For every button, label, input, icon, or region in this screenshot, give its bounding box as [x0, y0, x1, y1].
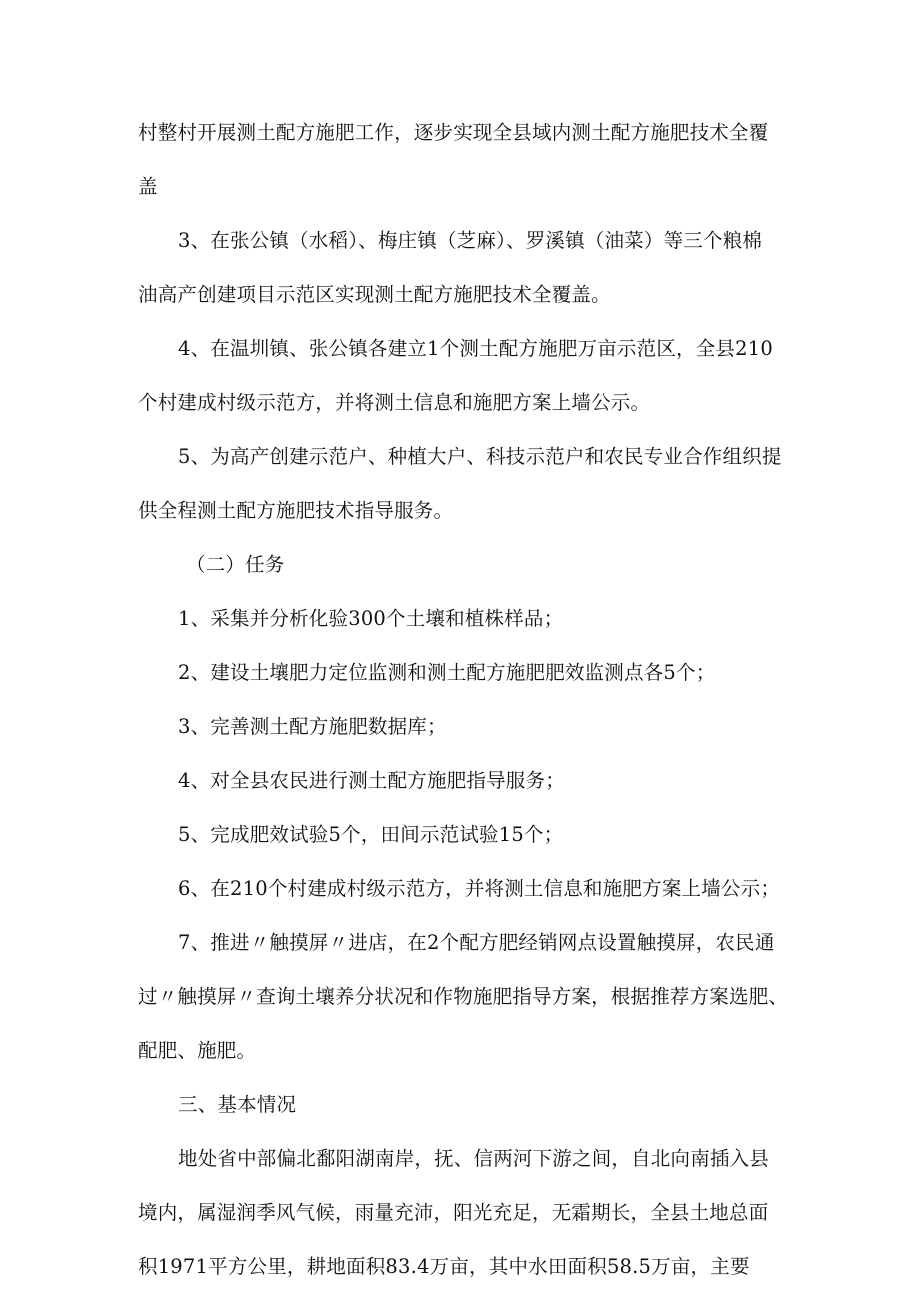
task-item-4: 4、对全县农民进行测土配方施肥指导服务；: [178, 769, 565, 792]
paragraph-line: 配肥、施肥。: [138, 1039, 257, 1062]
list-item-4: 4、在温圳镇、张公镇各建立1个测土配方施肥万亩示范区，全县210: [178, 337, 773, 360]
list-item-3: 3、在张公镇（水稻）、梅庄镇（芝麻）、罗溪镇（油菜）等三个粮棉: [178, 229, 763, 252]
paragraph-line: 境内，属湿润季风气候，雨量充沛，阳光充足，无霜期长，全县土地总面: [138, 1201, 769, 1224]
task-item-2: 2、建设土壤肥力定位监测和测土配方施肥肥效监测点各5个；: [178, 661, 716, 684]
paragraph-line: 地处省中部偏北鄱阳湖南岸，抚、信两河下游之间，自北向南插入县: [178, 1147, 770, 1170]
section-heading-tasks: （二）任务: [186, 553, 285, 576]
paragraph-line: 盖: [138, 175, 158, 198]
task-item-3: 3、完善测土配方施肥数据库；: [178, 715, 447, 738]
task-item-6: 6、在210个村建成村级示范方，并将测土信息和施肥方案上墙公示；: [178, 877, 781, 900]
paragraph-line: 个村建成村级示范方，并将测土信息和施肥方案上墙公示。: [138, 391, 651, 414]
paragraph-line: 积1971平方公里，耕地面积83.4万亩，其中水田面积58.5万亩，主要: [138, 1255, 750, 1278]
paragraph-line: 油高产创建项目示范区实现测土配方施肥技术全覆盖。: [138, 283, 611, 306]
task-item-7: 7、推进〃触摸屏〃进店，在2个配方肥经销网点设置触摸屏，农民通: [178, 931, 775, 954]
paragraph-line: 村整村开展测土配方施肥工作，逐步实现全县域内测土配方施肥技术全覆: [138, 121, 769, 144]
paragraph-line: 供全程测土配方施肥技术指导服务。: [138, 499, 454, 522]
section-heading-basic-info: 三、基本情况: [178, 1093, 297, 1116]
list-item-5: 5、为高产创建示范户、种植大户、科技示范户和农民专业合作组织提: [178, 445, 782, 468]
task-item-5: 5、完成肥效试验5个，田间示范试验15个；: [178, 823, 564, 846]
task-item-1: 1、采集并分析化验300个土壤和植株样品；: [178, 607, 564, 630]
paragraph-line: 过〃触摸屏〃查询土壤养分状况和作物施肥指导方案，根据推荐方案选肥、: [138, 985, 789, 1008]
